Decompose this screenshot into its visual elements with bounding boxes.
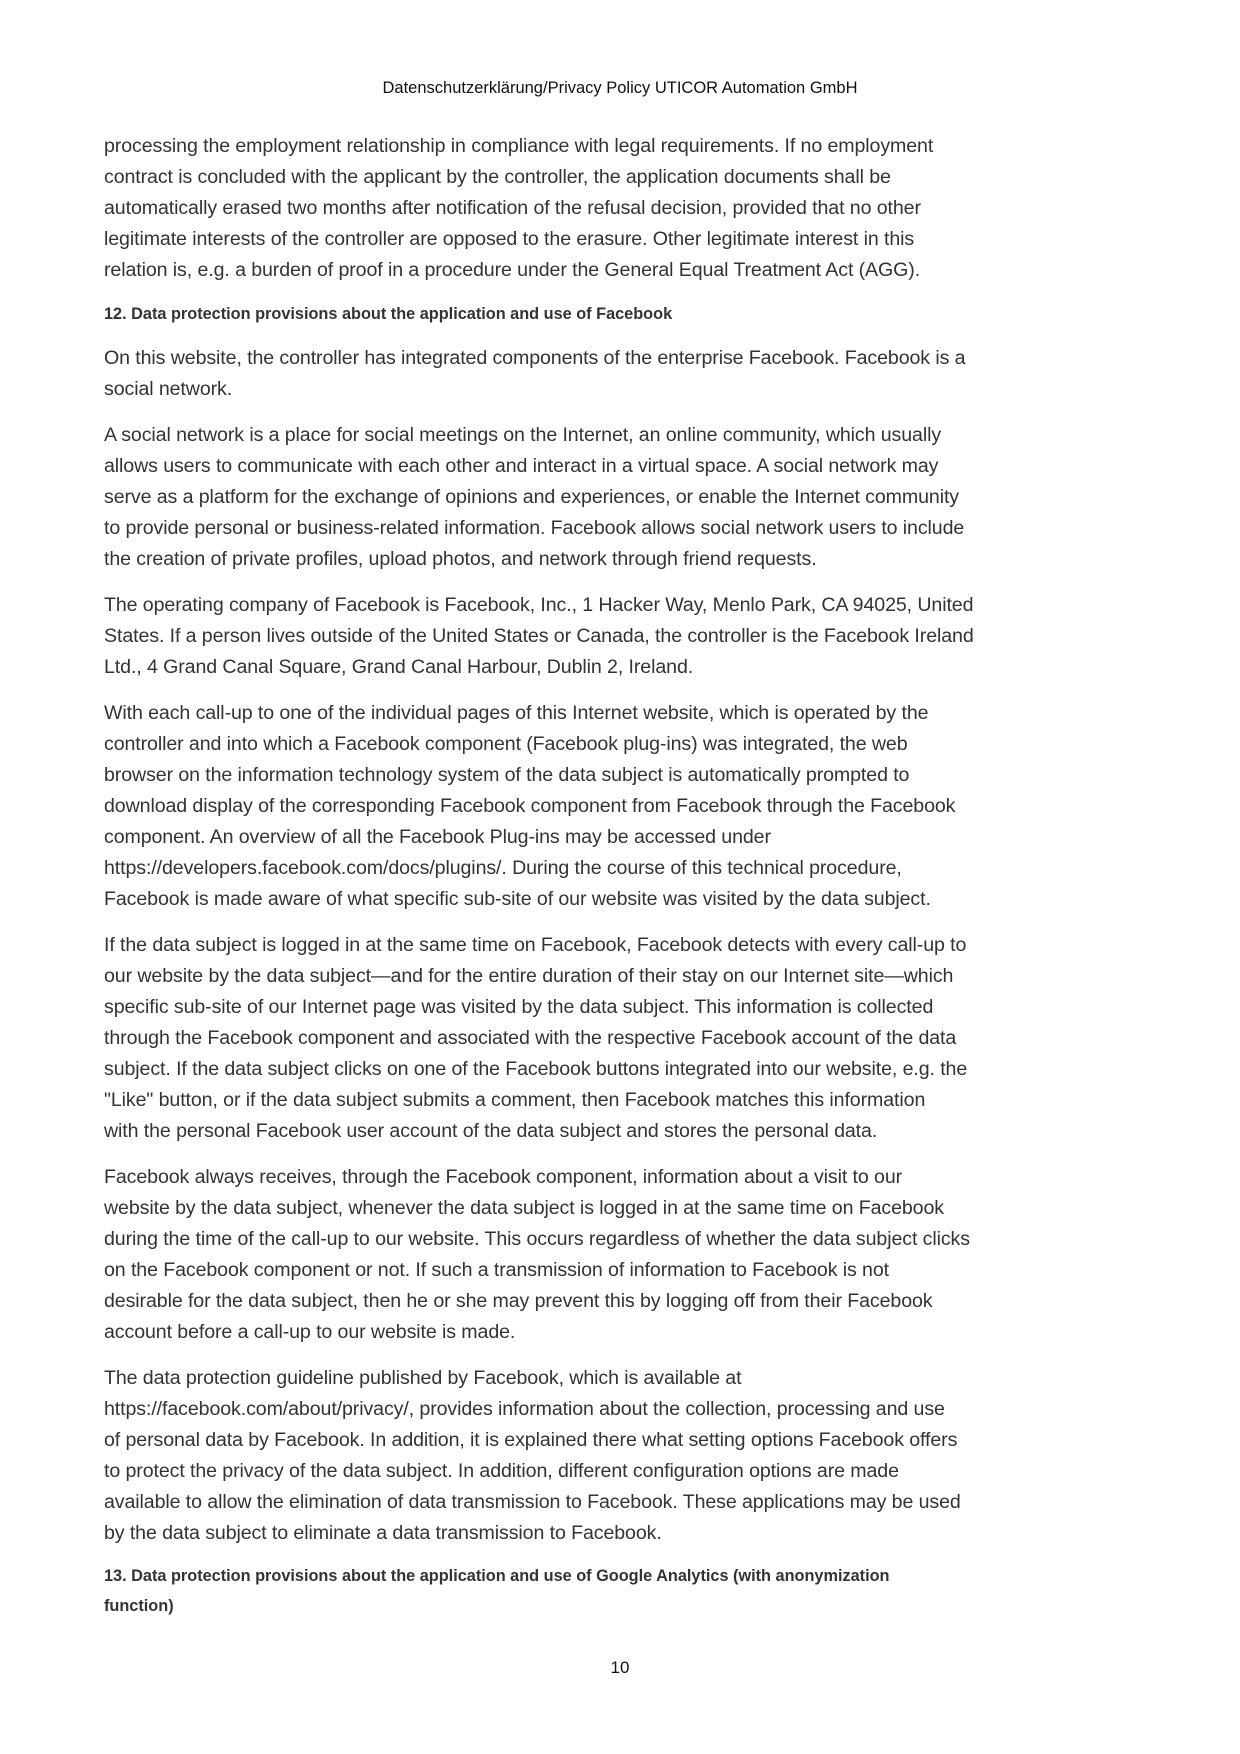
heading-text: function) (104, 1597, 174, 1615)
text-line: component. An overview of all the Facebook Plug-ins may be accessed under (104, 826, 771, 848)
text-line: If the data subject is logged in at the same time on Facebook, Facebook detects with every call-up to (104, 934, 967, 956)
text-line: with the personal Facebook user account of the data subject and stores the personal data. (104, 1120, 878, 1142)
privacy-url-line: https://facebook.com/about/privacy/, provides information about the collection, processing and use (104, 1398, 945, 1420)
text-line: States. If a person lives outside of the United States or Canada, the controller is the Facebook Ireland (104, 625, 974, 647)
page-number: 10 (610, 1658, 630, 1677)
text-line: specific sub-site of our Internet page was visited by the data subject. This information is collected (104, 996, 934, 1018)
text-line: to provide personal or business-related information. Facebook allows social network users to include (104, 517, 965, 539)
text-line: social network. (104, 378, 233, 400)
text-line: legitimate interests of the controller are opposed to the erasure. Other legitimate interest in this (104, 228, 915, 250)
text-line: A social network is a place for social meetings on the Internet, an online community, which usually (104, 424, 942, 446)
paragraph-logged-in-detection (104, 930, 1144, 1147)
text-line: through the Facebook component and associated with the respective Facebook account of the data (104, 1027, 957, 1049)
paragraph-social-network-definition (104, 420, 1144, 575)
plugins-url-line: https://developers.facebook.com/docs/plugins/. During the course of this technical procedure, (104, 857, 902, 879)
paragraph-plugin-call-up (104, 698, 1144, 915)
text-line: the creation of private profiles, upload photos, and network through friend requests. (104, 548, 817, 570)
text-line: by the data subject to eliminate a data transmission to Facebook. (104, 1522, 662, 1544)
text-line: Ltd., 4 Grand Canal Square, Grand Canal Harbour, Dublin 2, Ireland. (104, 656, 694, 678)
paragraph-intro-continuation (104, 131, 1144, 286)
paragraph-operating-company (104, 590, 1144, 683)
text-line: "Like" button, or if the data subject submits a comment, then Facebook matches this information (104, 1089, 926, 1111)
page-header (0, 76, 1240, 100)
paragraph-facebook-integration (104, 343, 1144, 405)
text-line: of personal data by Facebook. In addition, it is explained there what setting options Facebook offers (104, 1429, 958, 1451)
section-12-heading (104, 299, 1144, 329)
text-line: allows users to communicate with each other and interact in a virtual space. A social network may (104, 455, 939, 477)
page-footer (0, 1656, 1240, 1680)
text-line: The operating company of Facebook is Facebook, Inc., 1 Hacker Way, Menlo Park, CA 94025, United (104, 594, 974, 616)
text-line: during the time of the call-up to our website. This occurs regardless of whether the data subject clicks (104, 1228, 970, 1250)
text-line: download display of the corresponding Facebook component from Facebook through the Facebook (104, 795, 956, 817)
text-line: browser on the information technology system of the data subject is automatically prompted to (104, 764, 910, 786)
text-line: With each call-up to one of the individual pages of this Internet website, which is operated by the (104, 702, 929, 724)
page-content (104, 131, 1144, 1636)
text-line: our website by the data subject—and for the entire duration of their stay on our Internet site—which (104, 965, 954, 987)
text-line: contract is concluded with the applicant by the controller, the application documents shall be (104, 166, 891, 188)
text-line: automatically erased two months after notification of the refusal decision, provided that no other (104, 197, 921, 219)
text-line: desirable for the data subject, then he or she may prevent this by logging off from their Facebook (104, 1290, 933, 1312)
text-line: website by the data subject, whenever the data subject is logged in at the same time on Facebook (104, 1197, 944, 1219)
text-line: Facebook is made aware of what specific sub-site of our website was visited by the data subject. (104, 888, 931, 910)
text-line: The data protection guideline published by Facebook, which is available at (104, 1367, 742, 1389)
paragraph-data-protection-guideline (104, 1363, 1144, 1549)
heading-text: 13. Data protection provisions about the application and use of Google Analytics (with anonymization (104, 1567, 890, 1585)
section-13-heading (104, 1561, 1144, 1621)
header-title: Datenschutzerklärung/Privacy Policy UTICOR Automation GmbH (382, 79, 858, 97)
text-line: relation is, e.g. a burden of proof in a procedure under the General Equal Treatment Act (AGG). (104, 259, 921, 281)
text-line: controller and into which a Facebook component (Facebook plug-ins) was integrated, the web (104, 733, 908, 755)
paragraph-always-receives (104, 1162, 1144, 1348)
text-line: On this website, the controller has integrated components of the enterprise Facebook. Facebook is a (104, 347, 966, 369)
text-line: Facebook always receives, through the Facebook component, information about a visit to our (104, 1166, 903, 1188)
text-line: on the Facebook component or not. If such a transmission of information to Facebook is not (104, 1259, 889, 1281)
heading-text: 12. Data protection provisions about the application and use of Facebook (104, 305, 673, 323)
text-line: available to allow the elimination of data transmission to Facebook. These applications may be used (104, 1491, 961, 1513)
text-line: to protect the privacy of the data subject. In addition, different configuration options are made (104, 1460, 899, 1482)
text-line: serve as a platform for the exchange of opinions and experiences, or enable the Internet community (104, 486, 960, 508)
text-line: subject. If the data subject clicks on one of the Facebook buttons integrated into our website, e.g. the (104, 1058, 968, 1080)
text-line: account before a call-up to our website is made. (104, 1321, 516, 1343)
text-line: processing the employment relationship in compliance with legal requirements. If no employment (104, 135, 934, 157)
